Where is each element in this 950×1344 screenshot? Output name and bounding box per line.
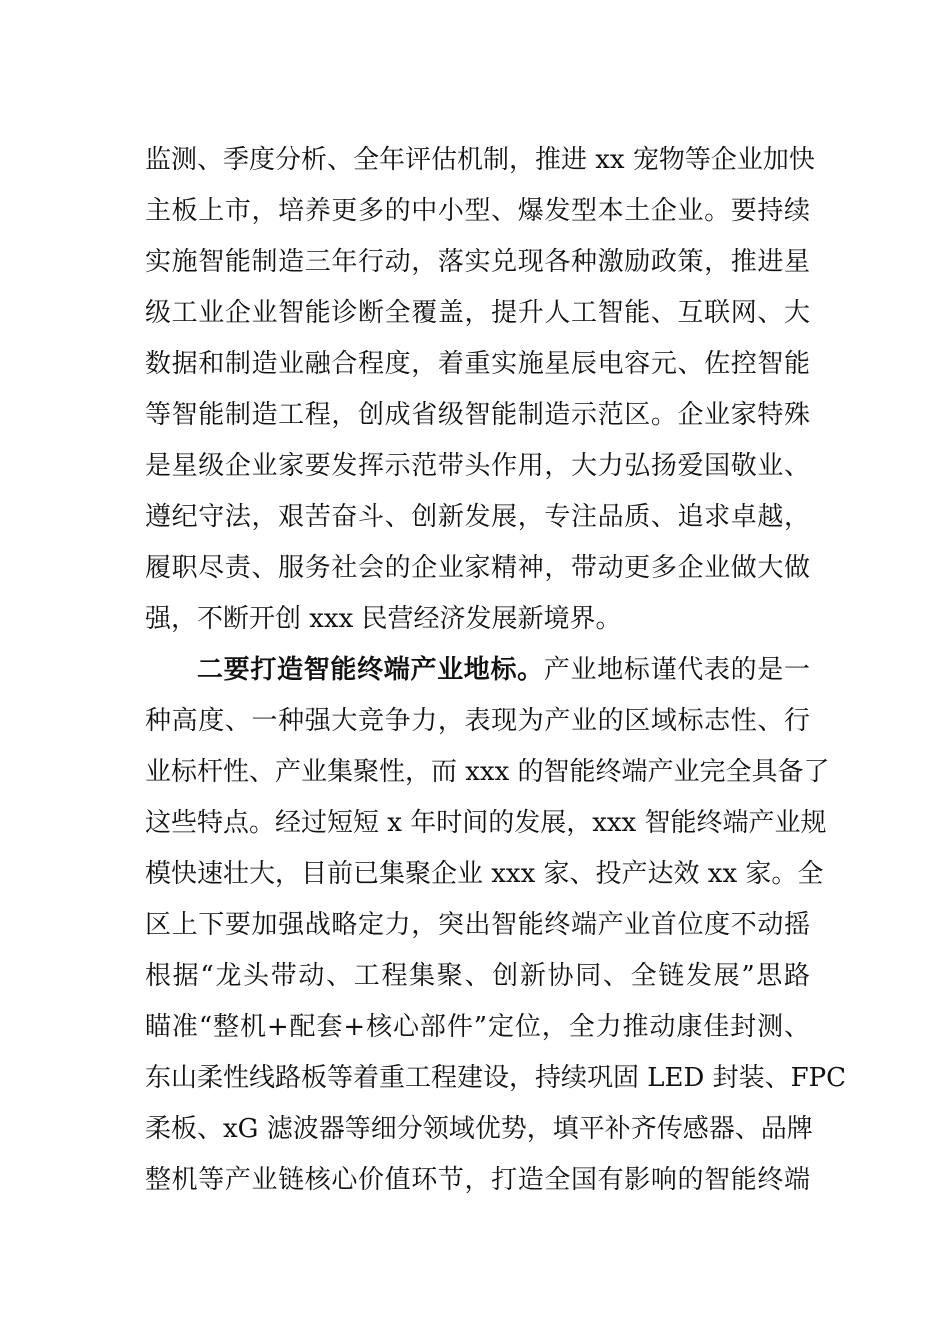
paragraph-line: 整机等产业链核心价值环节，打造全国有影响的智能终端	[145, 1165, 810, 1195]
paragraph-line: 级工业企业智能诊断全覆盖，提升人工智能、互联网、大	[145, 298, 810, 328]
paragraph-line: 遵纪守法，艰苦奋斗、创新发展，专注品质、追求卓越，	[145, 502, 810, 532]
paragraph-2	[145, 645, 847, 1206]
paragraph-line: 区上下要加强战略定力，突出智能终端产业首位度不动摇	[145, 910, 810, 940]
paragraph-first-line	[145, 645, 810, 696]
paragraph-line: 模快速壮大，目前已集聚企业 xxx 家、投产达效 xx 家。全	[145, 859, 824, 889]
paragraph-line: 业标杆性、产业集聚性，而 xxx 的智能终端产业完全具备了	[145, 757, 830, 787]
paragraph-line: 东山柔性线路板等着重工程建设，持续巩固 LED 封装、FPC	[145, 1063, 847, 1093]
heading-line-text: 产业地标谨代表的是一	[543, 655, 810, 685]
paragraph-line: 是星级企业家要发挥示范带头作用，大力弘扬爱国敬业、	[145, 451, 810, 481]
paragraph-line: 监测、季度分析、全年评估机制，推进 xx 宠物等企业加快	[145, 145, 815, 175]
paragraph-1	[145, 135, 815, 645]
paragraph-line: 实施智能制造三年行动，落实兑现各种激励政策，推进星	[145, 247, 810, 277]
paragraph-line: 主板上市，培养更多的中小型、爆发型本土企业。要持续	[145, 196, 810, 226]
paragraph-line: 数据和制造业融合程度，着重实施星辰电容元、佐控智能	[145, 349, 810, 379]
paragraph-line: 种高度、一种强大竞争力，表现为产业的区域标志性、行	[145, 706, 810, 736]
paragraph-line: 强，不断开创 xxx 民营经济发展新境界。	[145, 604, 622, 634]
section-heading: 二要打造智能终端产业地标。	[197, 655, 544, 685]
paragraph-line: 柔板、xG 滤波器等细分领域优势，填平补齐传感器、品牌	[145, 1114, 813, 1144]
paragraph-line: 等智能制造工程，创成省级智能制造示范区。企业家特殊	[145, 400, 810, 430]
paragraph-line: 根据“龙头带动、工程集聚、创新协同、全链发展”思路	[145, 961, 810, 991]
paragraph-line: 这些特点。经过短短 x 年时间的发展，xxx 智能终端产业规	[145, 808, 827, 838]
paragraph-line: 履职尽责、服务社会的企业家精神，带动更多企业做大做	[145, 553, 810, 583]
paragraph-line: 瞄准“整机+配套+核心部件”定位，全力推动康佳封测、	[145, 1012, 810, 1042]
